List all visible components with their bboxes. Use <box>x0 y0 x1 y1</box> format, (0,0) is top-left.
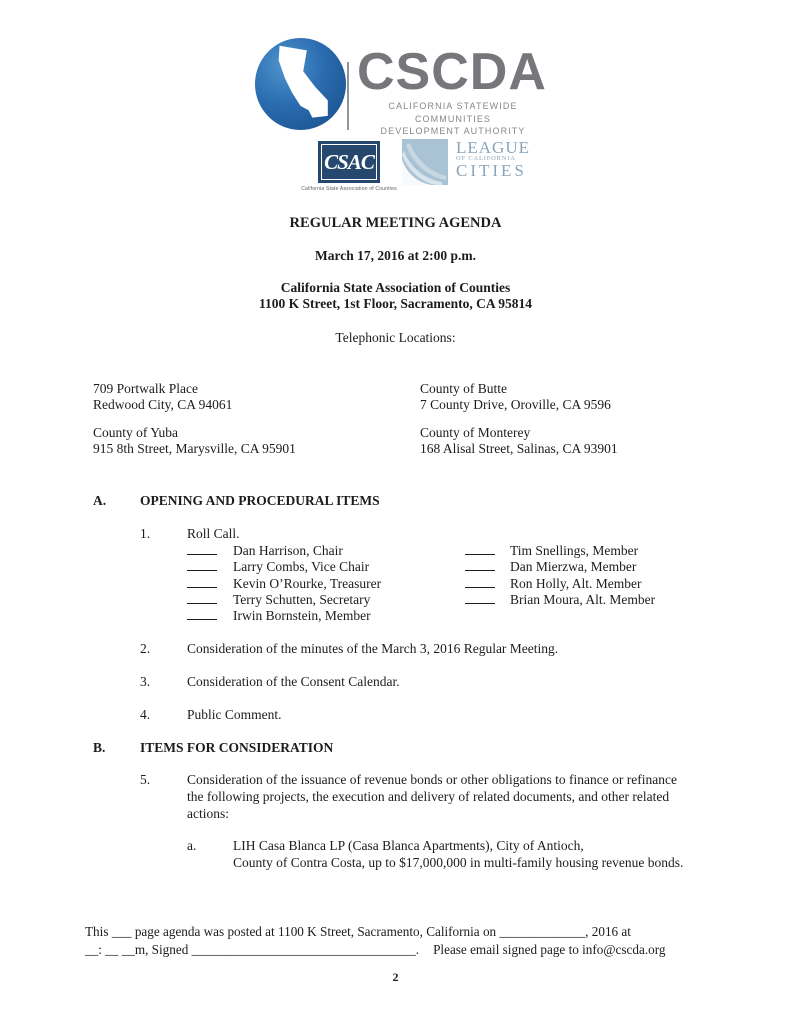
posting-statement-line1: This ___ page agenda was posted at 1100 K Street, Sacramento, California on _____________, 2016 at <box>85 924 631 939</box>
rollcall-row <box>187 591 370 609</box>
rollcall-blank <box>465 591 495 604</box>
section-b-title: ITEMS FOR CONSIDERATION <box>140 740 334 755</box>
rollcall-row <box>187 607 371 625</box>
logo-divider <box>347 62 349 130</box>
location-2-line2: 7 County Drive, Oroville, CA 9596 <box>420 397 611 412</box>
posting-statement-line2 <box>85 941 665 959</box>
item-5a-letter: a. <box>187 838 197 853</box>
rollcall-row <box>465 591 655 609</box>
rollcall-name: Irwin Bornstein, Member <box>233 608 371 623</box>
item-1-number: 1. <box>140 526 151 541</box>
item-3-number: 3. <box>140 674 151 689</box>
cscda-wordmark: CSCDA <box>357 43 547 101</box>
rollcall-blank <box>465 542 495 555</box>
rollcall-name: Dan Harrison, Chair <box>233 543 343 558</box>
venue-name: California State Association of Counties <box>280 280 511 295</box>
rollcall-blank <box>187 591 217 604</box>
league-word3: CITIES <box>456 161 527 180</box>
league-word1: LEAGUE <box>456 138 530 157</box>
cscda-subtitle-line2: DEVELOPMENT AUTHORITY <box>380 126 526 136</box>
section-a-title: OPENING AND PROCEDURAL ITEMS <box>140 493 380 508</box>
location-3-line2: 915 8th Street, Marysville, CA 95901 <box>93 441 296 456</box>
california-state-shape-icon <box>255 38 346 130</box>
rollcall-name: Terry Schutten, Secretary <box>233 592 371 607</box>
csac-acronym: CSAC <box>324 149 374 174</box>
rollcall-row <box>465 542 638 560</box>
item-4-text: Public Comment. <box>187 707 282 722</box>
rollcall-blank <box>187 575 217 588</box>
item-5-text: Consideration of the issuance of revenue bonds or other obligations to finance or refinance the following projects, the execution and delivery of related documents, and other related actions: <box>187 772 677 821</box>
page-number: 2 <box>392 970 399 984</box>
rollcall-row <box>187 575 381 593</box>
section-b-letter: B. <box>93 740 106 755</box>
rollcall-blank <box>465 558 495 571</box>
rollcall-blank <box>187 542 217 555</box>
item-5a-line2: County of Contra Costa, up to $17,000,000 in multi-family housing revenue bonds. <box>233 855 684 870</box>
league-word2: OF CALIFORNIA <box>456 155 516 162</box>
rollcall-blank <box>187 558 217 571</box>
venue-address: 1100 K Street, 1st Floor, Sacramento, CA 95814 <box>259 296 532 311</box>
cscda-subtitle-line1: CALIFORNIA STATEWIDE COMMUNITIES <box>388 101 518 124</box>
meeting-title: REGULAR MEETING AGENDA <box>289 215 502 231</box>
rollcall-name: Kevin O’Rourke, Treasurer <box>233 576 382 591</box>
rollcall-name: Larry Combs, Vice Chair <box>233 559 370 574</box>
location-4-line2: 168 Alisal Street, Salinas, CA 93901 <box>420 441 618 456</box>
rollcall-row <box>187 558 369 576</box>
telephonic-label: Telephonic Locations: <box>335 330 456 345</box>
rollcall-blank <box>465 575 495 588</box>
item-5a-line1: LIH Casa Blanca LP (Casa Blanca Apartments), City of Antioch, <box>233 838 584 853</box>
item-2-text: Consideration of the minutes of the March 3, 2016 Regular Meeting. <box>187 641 559 656</box>
item-4-number: 4. <box>140 707 151 722</box>
meeting-datetime: March 17, 2016 at 2:00 p.m. <box>315 248 476 263</box>
league-swoosh-icon <box>402 139 448 185</box>
rollcall-row <box>465 558 636 576</box>
rollcall-row <box>465 575 642 593</box>
league-of-california-cities-logo <box>402 138 530 189</box>
location-3-line1: County of Yuba <box>93 425 178 440</box>
posting-signature-blank: __: __ __m, Signed __________________________________. <box>85 942 420 957</box>
location-1-line2: Redwood City, CA 94061 <box>93 397 233 412</box>
location-4-line1: County of Monterey <box>420 425 531 440</box>
cscda-logo <box>255 38 555 138</box>
rollcall-name: Dan Mierzwa, Member <box>510 559 637 574</box>
rollcall-row <box>187 542 343 560</box>
csac-logo-box <box>318 141 380 183</box>
rollcall-name: Brian Moura, Alt. Member <box>510 592 656 607</box>
location-1-line1: 709 Portwalk Place <box>93 381 198 396</box>
california-globe-icon <box>255 38 346 130</box>
rollcall-blank <box>187 607 217 620</box>
location-2-line1: County of Butte <box>420 381 507 396</box>
rollcall-name: Tim Snellings, Member <box>510 543 639 558</box>
item-3-text: Consideration of the Consent Calendar. <box>187 674 400 689</box>
csac-logo <box>301 141 397 197</box>
rollcall-name: Ron Holly, Alt. Member <box>510 576 642 591</box>
item-2-number: 2. <box>140 641 151 656</box>
csac-caption: California State Association of Counties <box>301 186 397 192</box>
email-instruction: Please email signed page to info@cscda.org <box>433 942 666 957</box>
item-5-number: 5. <box>140 772 151 787</box>
section-a-letter: A. <box>93 493 107 508</box>
item-1-text: Roll Call. <box>187 526 240 541</box>
